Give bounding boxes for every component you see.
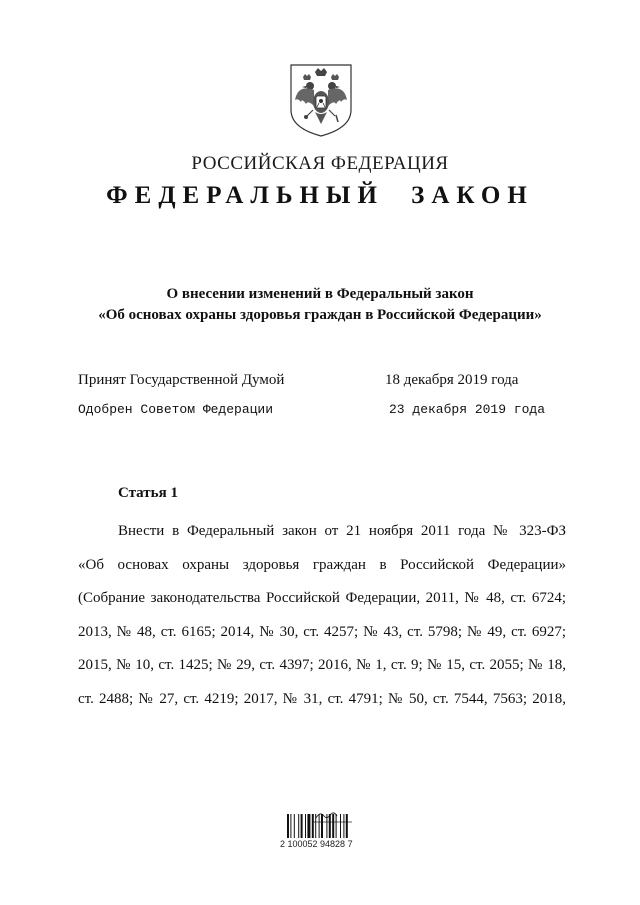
article-line: 2015, № 10, ст. 1425; № 29, ст. 4397; 2016, № 1, ст. 9; № 15, ст. 2055; № 18, xyxy=(78,657,566,674)
barcode-number: 2 100052 94828 7 xyxy=(280,839,353,849)
article-line: (Собрание законодательства Российской Федерации, 2011, № 48, ст. 6724; xyxy=(78,590,566,607)
article-line: «Об основах охраны здоровья граждан в Российской Федерации» xyxy=(78,556,566,573)
law-title-line-2: «Об основах охраны здоровья граждан в Российской Федерации» xyxy=(98,307,542,323)
coat-of-arms-icon xyxy=(288,62,354,138)
adoption-date: 23 декабря 2019 года xyxy=(389,402,546,417)
adoption-date: 18 декабря 2019 года xyxy=(385,372,519,388)
adoption-label: Принят Государственной Думой xyxy=(78,372,285,388)
document-type: ФЕДЕРАЛЬНЫЙ ЗАКОН xyxy=(106,182,534,209)
adoption-label: Одобрен Советом Федерации xyxy=(78,402,274,417)
article-line: Внести в Федеральный закон от 21 ноября 2011 года № 323-ФЗ xyxy=(118,523,566,539)
law-title xyxy=(0,284,640,326)
adoption-row-council xyxy=(78,402,568,422)
article-line: ст. 2488; № 27, ст. 4219; 2017, № 31, ст. 4791; № 50, ст. 7544, 7563; 2018, xyxy=(78,690,566,707)
article-heading: Статья 1 xyxy=(118,485,178,501)
barcode xyxy=(285,814,365,840)
adoption-row-duma xyxy=(78,372,568,392)
law-title-line-1: О внесении изменений в Федеральный закон xyxy=(166,286,474,302)
article-body xyxy=(78,515,566,717)
country-name: РОССИЙСКАЯ ФЕДЕРАЦИЯ xyxy=(191,153,449,174)
article-line: 2013, № 48, ст. 6165; 2014, № 30, ст. 4257; № 43, ст. 5798; № 49, ст. 6927; xyxy=(78,623,566,640)
